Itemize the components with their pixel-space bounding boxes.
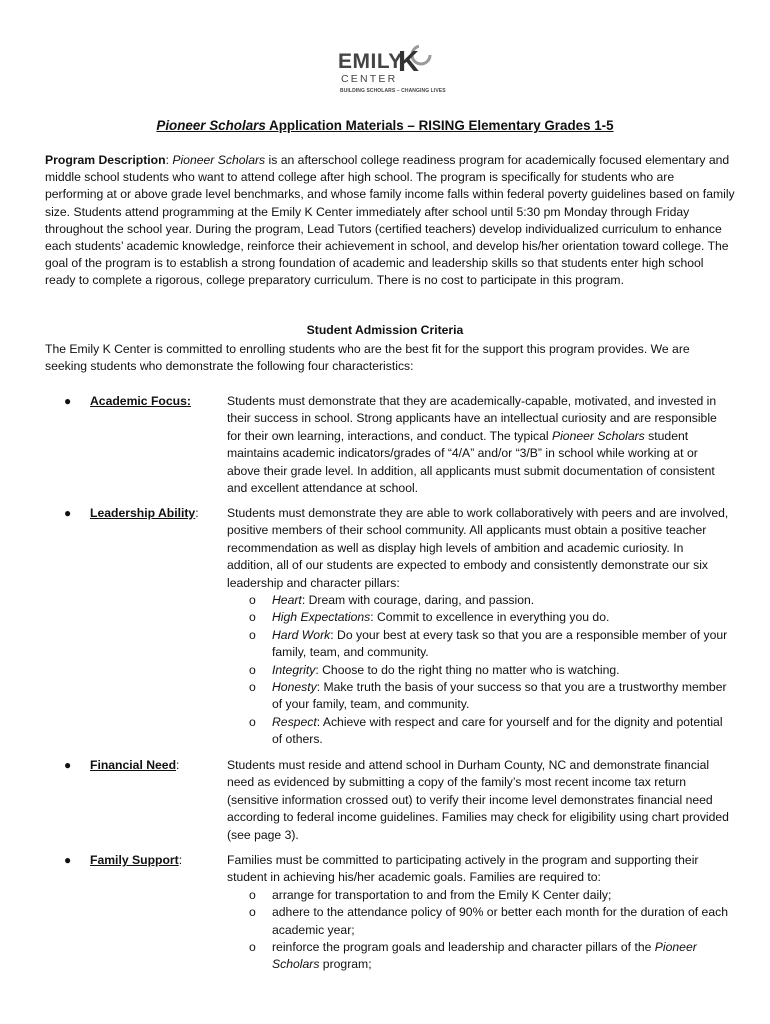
pillar-name: Hard Work (272, 627, 331, 642)
program-name: Pioneer Scholars (172, 153, 266, 167)
program-description-label: Program Description (45, 153, 166, 167)
criterion-text-part: Students must demonstrate they are able to work collaboratively with peers and are involved, positive members of their school community. All applicants must obtain a positive teacher recommendation as well as display high levels of ambition and academic curiosity. In addition, all of our students are expected to embody and consistently demonstrate our six leadership and character pillars: (227, 506, 729, 590)
pillar-text: : Dream with courage, daring, and passion. (301, 593, 535, 608)
criterion-text (227, 393, 732, 497)
title-program-name: Pioneer Scholars (156, 118, 266, 133)
requirement-text: reinforce the program goals and leadership and character pillars of the (272, 940, 655, 955)
pillar-text: : Do your best at every task so that you are a responsible member of your family, team, and community. (272, 627, 728, 660)
label-colon: : (195, 506, 199, 520)
logo-name-center: CENTER (341, 73, 398, 85)
pillar-text: : Achieve with respect and care for yourself and for the dignity and potential of others. (272, 714, 723, 747)
label-colon: : (178, 853, 183, 867)
criterion-text-part: Families must be committed to participating actively in the program and supporting their student in achieving his/her academic goals. Families are required to: (227, 853, 699, 885)
pillar-name: Integrity (272, 662, 316, 677)
pillar-item (227, 609, 732, 626)
criterion-label (90, 505, 199, 522)
family-requirement-item (227, 939, 732, 974)
circle-bullet-icon: o (249, 940, 256, 955)
circle-bullet-icon: o (249, 662, 256, 677)
bullet-icon: ● (64, 506, 72, 520)
criterion-text (227, 505, 732, 749)
pillar-item (227, 592, 732, 609)
circle-bullet-icon: o (249, 887, 256, 902)
circle-bullet-icon: o (249, 610, 256, 625)
bullet-icon: ● (64, 758, 72, 772)
program-description-text: is an afterschool college readiness program for academically focused elementary and middle school students who want to attend college after high school. The program is specifically for students who are performing at or above grade level benchmarks, and whose family income falls within federal poverty guidelines based on family size. Students attend programming at the Emily K Center immediately after school until 5:30 pm Monday through Friday throughout the school year. During the program, Lead Tutors (certified teachers) develop individualized curriculum to enhance each students’ academic knowledge, reinforce their achievement in school, and develop his/her orientation toward college. The goal of the program is to establish a strong foundation of academic and leadership skills so that students enter high school ready to complete a rigorous, college preparatory curriculum. There is no cost to participate in this program. (45, 153, 735, 288)
criterion-text: Students must reside and attend school in Durham County, NC and demonstrate financial need as evidenced by submitting a copy of the family’s most recent income tax return (sensitive information crossed out) to verify their income level demonstrates financial need according to federal income guidelines. Families may check for eligibility using chart provided (see page 3). (227, 758, 729, 842)
criterion-label (90, 852, 182, 869)
emily-k-center-logo (338, 44, 446, 100)
program-name: Pioneer Scholars (551, 428, 645, 443)
pillar-text: : Choose to do the right thing no matter who is watching. (315, 662, 620, 677)
pillar-item (227, 714, 732, 749)
pillar-text: : Commit to excellence in everything you do. (370, 610, 610, 625)
program-description (45, 152, 735, 290)
label-separator: : (165, 153, 173, 167)
pillar-name: Heart (272, 593, 302, 608)
criterion-label-text: Family Support (90, 853, 179, 867)
criterion-label-text: Financial Need (90, 758, 177, 772)
pillar-item (227, 662, 732, 679)
circle-bullet-icon: o (249, 714, 256, 729)
criterion-text-part: Students must demonstrate that they are academically-capable, motivated, and invested in their success in school. Strong applicants have an intellectual curiosity and are responsible for their own learning, interactions, and conduct. The typical (227, 394, 717, 443)
pillar-name: Respect (272, 714, 317, 729)
title-rest: Application Materials – RISING Elementary Grades 1-5 (265, 118, 614, 133)
circle-bullet-icon: o (249, 593, 256, 608)
criterion-label (90, 757, 179, 774)
circle-bullet-icon: o (249, 905, 256, 920)
pillar-text: : Make truth the basis of your success so that you are a trustworthy member of your family, team, and community. (272, 680, 727, 712)
logo-name-emily: EMILY (338, 50, 403, 73)
requirement-text: arrange for transportation to and from the Emily K Center daily; (272, 887, 612, 902)
family-requirement-item (227, 904, 732, 939)
criterion-label (90, 393, 191, 410)
label-colon: : (176, 758, 180, 772)
requirement-text: program; (319, 957, 372, 972)
logo-name-k: K (398, 46, 419, 78)
criterion-text-part: student maintains academic indicators/grades of “4/A” and/or “3/B” in school while working at or above their grade level. In addition, all applicants must submit documentation of consistent and excellent attendance at school. (227, 428, 715, 496)
pillar-name: Honesty (272, 680, 317, 695)
circle-bullet-icon: o (249, 627, 256, 642)
pillar-item (227, 627, 732, 662)
circle-bullet-icon: o (249, 680, 256, 695)
criterion-label-text: Leadership Ability (90, 506, 196, 520)
criterion-text (227, 852, 732, 974)
pillar-item (227, 679, 732, 714)
admission-criteria-heading: Student Admission Criteria (306, 323, 464, 337)
criterion-label-text: Academic Focus: (90, 394, 191, 408)
logo-tagline: BUILDING SCHOLARS – CHANGING LIVES (340, 88, 446, 94)
admission-criteria-intro: The Emily K Center is committed to enrolling students who are the best fit for the support this program provides. We are seeking students who demonstrate the following four characteristics: (45, 342, 690, 374)
family-requirement-item (227, 887, 732, 904)
requirement-text: adhere to the attendance policy of 90% or better each month for the duration of each academic year; (272, 905, 728, 937)
bullet-icon: ● (64, 853, 72, 867)
program-name: Pioneer Scholars (272, 940, 697, 972)
bullet-icon: ● (64, 394, 72, 408)
document-title (0, 118, 770, 133)
pillar-name: High Expectations (272, 610, 371, 625)
